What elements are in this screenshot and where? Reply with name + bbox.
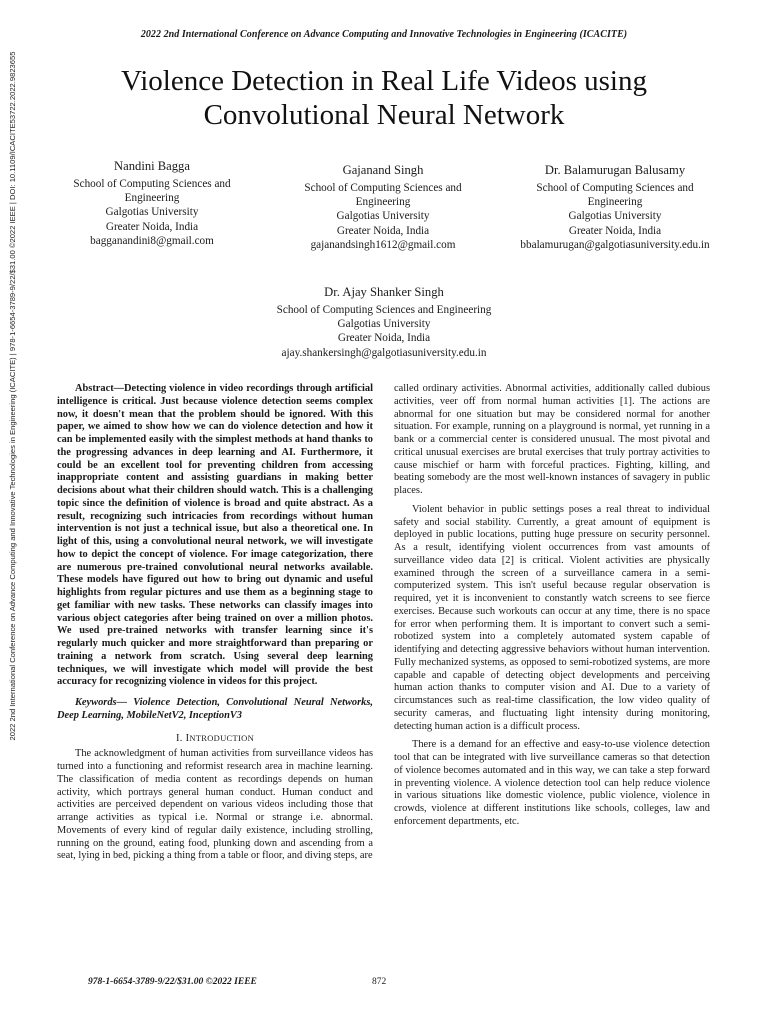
author-block	[184, 284, 584, 360]
author-dept: School of Computing Sciences and Engineering	[276, 304, 492, 316]
author-university: Galgotias University	[105, 206, 199, 219]
author-name: Dr. Ajay Shanker Singh	[324, 285, 444, 299]
author-city: Greater Noida, India	[336, 224, 430, 237]
footer-isbn: 978-1-6654-3789-9/22/$31.00 ©2022 IEEE	[88, 977, 257, 987]
right-column	[394, 383, 710, 829]
author-university: Galgotias University	[568, 210, 662, 223]
body-paragraph: Violent behavior in public settings poses a real threat to individual safety and social stability. Currently, a great amount of equipment is deployed in public locations, putting huge pressure on security personnel. As a result, identifying violent occurrences from vast amounts of surveillance video data [2] is critical. Violent activities are physically examined through the screen of a surveillance camera in a semi-computerized system. This isn't useful because regular observation is required, yet it is inconvenient to constantly watch screens to see fierce exercises. Because such workouts can occur at any time, there is no space for error when performing them. It is important to convert such a semi-robotized system into a completely automated system capable of identifying and detecting aggressive behaviors without human intervention. Fully mechanized systems, as opposed to semi-robotized systems, are more capable and capable of detecting object developments and perceiving human action thanks to computer vision and AI. Due to a variety of circumstances such as real-time classification, the low video quality of security cameras, and fluctuating light intensity during monitoring, detecting human action is a difficult process.	[394, 503, 710, 732]
author-dept: School of Computing Sciences and Engineering	[304, 182, 462, 209]
author-dept: School of Computing Sciences and Engineering	[536, 182, 694, 209]
author-name: Gajanand Singh	[342, 163, 424, 177]
section-heading	[57, 732, 373, 746]
intro-paragraph: The acknowledgment of human activities from surveillance videos has turned into a functioning and reformist research area in machine learning. The classification of media content as recordings depends on human activity, which portrays general human conduct. Human conduct and activities are perceived dependent on various videos including those that arrange activities as typical i.e. Normal or strange i.e. abnormal. Movements of every kind of regular daily existence, including strolling, running on the ground, eating food, plunking down and ascending from a seat, lying in bed, picking a thing from a table or floor, and diving steps, are	[57, 748, 373, 862]
author-university: Galgotias University	[336, 210, 430, 223]
author-block	[510, 162, 720, 252]
body-paragraph: called ordinary activities. Abnormal activities, additionally called dubious activities, veer off from normal human activities [1]. The actions are abnormal for one situation but may be considered normal for another situation. For example, running on a playground is normal, yet running in a bank or a commercial center is considered unusual. The most pivotal and critical unusual exercises are brutal exercises that truly portray activities to cause mischief or harm with forceful practices. Fighting, killing, and beating somebody are the most well-known instances of savagery in public places.	[394, 383, 710, 496]
author-city: Greater Noida, India	[568, 224, 662, 237]
doi-sidebar: 2022 2nd International Conference on Advance Computing and Innovative Technologies in Engineering (ICACITE) | 978-1-6654-3789-9/22/$31.00 ©2022 IEEE | DOI: 10.1109/ICACITE53722.2022.9823655	[8, 51, 17, 741]
conference-header: 2022 2nd International Conference on Advance Computing and Innovative Technologies in Engineering (ICACITE)	[140, 29, 628, 40]
author-email: gajanandsingh1612@gmail.com	[310, 238, 456, 251]
author-name: Nandini Bagga	[114, 159, 190, 173]
section-title-rest: NTRODUCTION	[189, 732, 255, 743]
body-paragraph: There is a demand for an effective and easy-to-use violence detection tool that can be integrated with live surveillance cameras so that detection of violence becomes automated and in this way, we can take a step forward in preventing violence. A violence detection tool can help reduce violence in various situations like domestic violence, public violence, violence in crowds, violence at different institutions like schools, colleges, law and enforcement departments, etc.	[394, 739, 710, 827]
author-block	[278, 162, 488, 252]
author-city: Greater Noida, India	[105, 220, 199, 233]
page-number: 872	[372, 977, 387, 987]
author-block	[48, 158, 256, 248]
left-column	[57, 383, 373, 863]
paper-title: Violence Detection in Real Life Videos using Convolutional Neural Network	[121, 65, 647, 131]
author-name: Dr. Balamurugan Balusamy	[544, 163, 686, 177]
author-city: Greater Noida, India	[337, 332, 431, 345]
author-dept: School of Computing Sciences and Engineering	[73, 178, 231, 205]
author-university: Galgotias University	[337, 318, 431, 331]
author-email: bagganandini8@gmail.com	[90, 234, 214, 247]
abstract: Abstract—Detecting violence in video recordings through artificial intelligence is critical. Just because violence detection seems complex now, it doesn't mean that the problem should be ignored. With this paper, we aimed to show how we can do violence detection and how it can be implemented easily with the simplest methods at hand thanks to the progressing advances in deep learning and AI. Furthermore, it could be an excellent tool for preventing children from accessing inappropriate content and assisting guardians in making better decisions about what their children should watch. This is a challenging topic since the definition of violence is broad and quite abstract. As a result, recognizing such intricacies from recordings without human intervention is not just a technical issue, but also a theoretical one. In light of this, using a convolutional neural network, we will investigate how to depict the concept of violence. For image categorization, there are numerous pre-trained convolutional neural networks available. These models have figured out how to bring out dynamic and useful highlights from regular pictures and use them as a beginning stage to get familiar with new tasks. These networks can classify images into various object categories after being trained on over a million photos. We used pre-trained networks with transfer learning since it's regularly much quicker and more straightforward than preparing or training a network from scratch. Using several deep learning techniques, we will investigate which model will provide the best accuracy for recognizing violence in videos for this project.	[57, 383, 373, 688]
author-email: ajay.shankersingh@galgotiasuniversity.edu.in	[281, 346, 487, 359]
keywords: Keywords— Violence Detection, Convolutional Neural Networks, Deep Learning, MobileNetV2, InceptionV3	[57, 697, 373, 721]
section-number: I.	[175, 732, 183, 744]
author-email: bbalamurugan@galgotiasuniversity.edu.in	[520, 238, 710, 251]
section-initial: I	[185, 732, 190, 744]
